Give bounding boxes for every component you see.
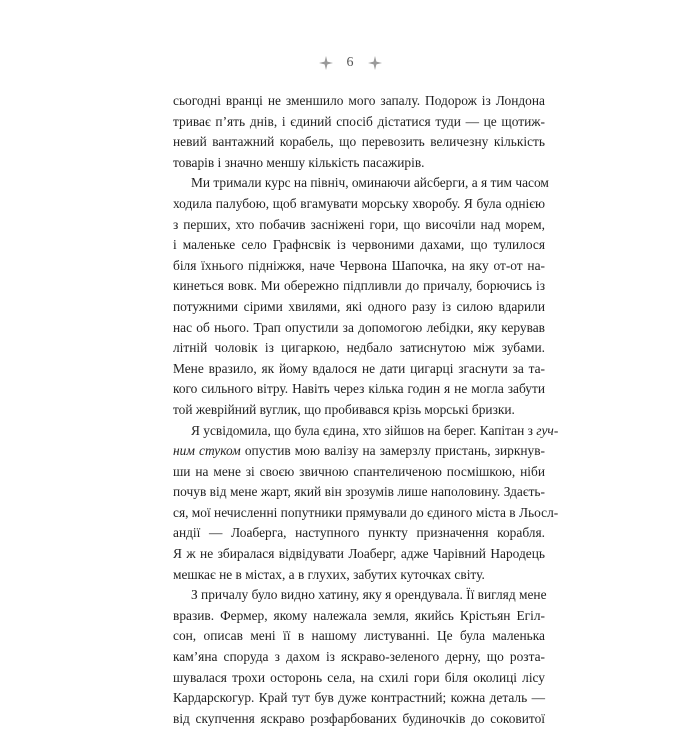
text-line: з перших, хто побачив засніжені гори, що височіли над морем, xyxy=(173,216,545,232)
four-point-star-icon xyxy=(368,56,382,70)
text-line: шувалася трохи осторонь села, на схилі гори біля околиці лісу xyxy=(173,669,545,685)
paragraph xyxy=(173,421,559,586)
text-line: біля їхнього підніжжя, наче Червона Шапочка, на яку от-от на- xyxy=(173,257,545,273)
text-line: літній чоловік із цигаркою, недбало затиснутою між зубами. xyxy=(173,340,545,356)
text-segment: опустив мою валізу на замерзлу пристань, зиркнув- xyxy=(244,443,545,459)
text-line: Я ж не збиралася відвідувати Лоаберг, адже Чарівний Народець xyxy=(173,546,545,562)
text-line: андії — Лоаберга, наступного пункту призначення корабля. xyxy=(173,525,545,541)
text-line: ши на мене зі своєю звичною спантеличеною посмішкою, ніби xyxy=(173,463,545,479)
text-line: Мене вразило, як йому вдалося не дати цигарці згаснути за та- xyxy=(173,360,545,376)
text-line xyxy=(173,421,559,442)
text-line: вразив. Фермер, якому належала земля, якийсь Крістьян Егіл- xyxy=(173,607,545,623)
paragraph xyxy=(173,91,545,173)
text-line: триває п’ять днів, і єдиний спосіб дістатися туди — це щотиж- xyxy=(173,113,545,129)
italic-text: ним стуком xyxy=(173,443,241,459)
paragraph xyxy=(173,585,545,729)
text-line: З причалу було видно хатину, яку я орендувала. Її вигляд мене xyxy=(191,587,547,603)
text-line: мешкає не в містах, а в глухих, забутих куточках світу. xyxy=(173,566,485,582)
text-line: сон, описав мені її в нашому листуванні. Це була маленька xyxy=(173,628,545,644)
text-line: від скупчення яскраво розфарбованих будиночків до соковитої xyxy=(173,710,545,726)
page-number: 6 xyxy=(346,55,354,70)
text-line: потужними сірими хвилями, які одного разу із силою вдарили xyxy=(173,298,545,314)
text-line: Ми тримали курс на північ, оминаючи айсберги, а я тим часом xyxy=(191,175,549,191)
text-line: невий вантажний корабель, що перевозить величезну кількість xyxy=(173,134,545,150)
four-point-star-icon xyxy=(319,56,333,70)
text-line: і маленьке село Графнсвік із червоними дахами, що тулилося xyxy=(173,237,545,253)
text-line: кинеться вовк. Ми обережно підпливли до причалу, борючись із xyxy=(173,278,545,294)
text-line: кого сильного вітру. Навіть через кілька годин я не могла забути xyxy=(173,381,545,397)
page-header xyxy=(0,53,700,73)
text-line: ся, мої нечисленні попутники прямували до єдиного міста в Льосл- xyxy=(173,504,559,520)
text-line xyxy=(173,441,545,462)
text-line: той жеврійний вуглик, що пробивався крізь морські бризки. xyxy=(173,401,515,417)
body-text xyxy=(173,91,559,729)
italic-text: гуч- xyxy=(536,422,559,438)
text-line: товарів і значно меншу кількість пасажирів. xyxy=(173,154,425,170)
text-line: Кардарскогур. Край тут був дуже контрастний; кожна деталь — xyxy=(173,690,545,706)
text-line: почув від мене жарт, який він зрозумів лише наполовину. Здаєть- xyxy=(173,484,545,500)
paragraph xyxy=(173,173,549,420)
text-segment: Я усвідомила, що була єдина, хто зійшов на берег. Капітан з xyxy=(191,422,533,438)
text-line: ходила палубою, щоб вгамувати морську хворобу. Я була однією xyxy=(173,195,545,211)
text-line: сьогодні вранці не зменшило мого запалу. Подорож із Лондона xyxy=(173,93,545,108)
text-line: нас об нього. Трап опустили за допомогою лебідки, яку керував xyxy=(173,319,545,335)
text-line: кам’яна споруда з дахом із яскраво-зеленого дерну, що розта- xyxy=(173,649,545,665)
